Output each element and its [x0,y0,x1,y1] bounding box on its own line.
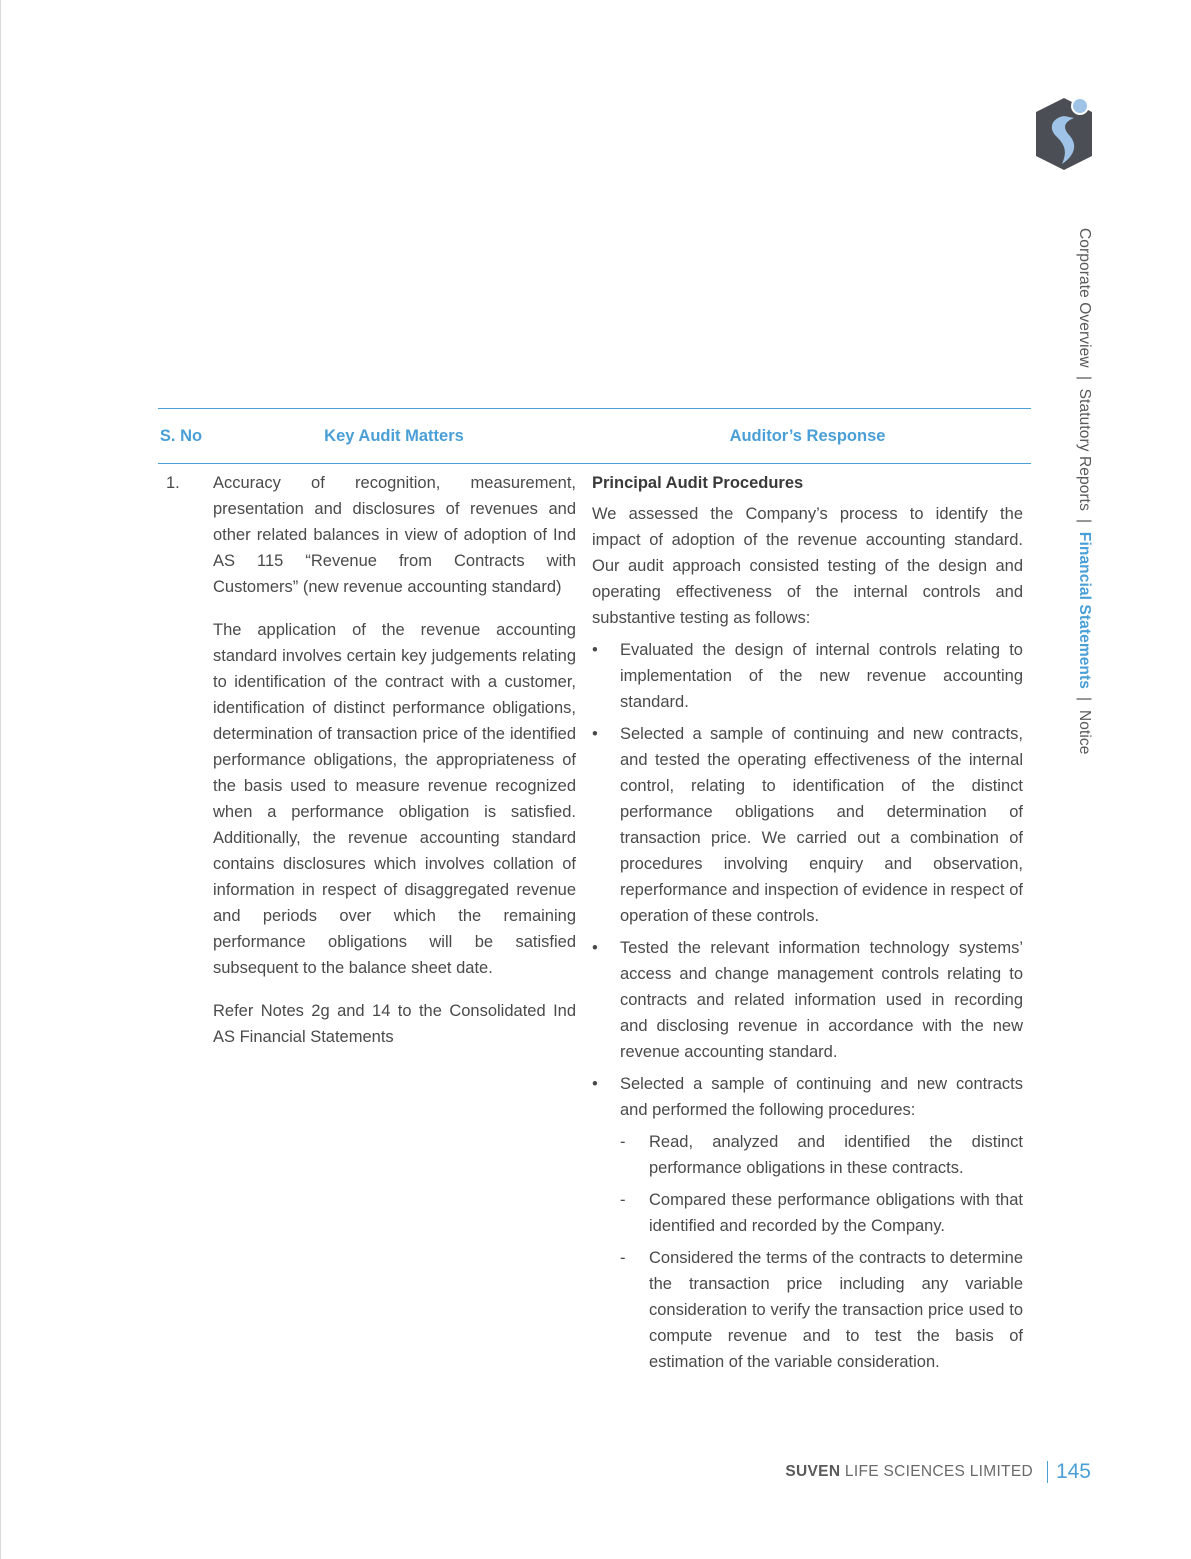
list-item [592,935,1023,1065]
footer-divider [1047,1461,1048,1483]
list-item-text: Evaluated the design of internal controls relating to implementation of the new revenue accounting standard. [620,641,1023,711]
dash-icon: - [620,1249,626,1267]
dash-icon: - [620,1133,626,1151]
section-navigation [1073,228,1095,755]
response-intro: We assessed the Company’s process to identify the impact of adoption of the revenue accounting standard. Our audit approach consisted testing of the design and operating effectiveness of the internal controls and substantive testing as follows: [592,505,1023,627]
list-item [592,1071,1023,1375]
list-item-text: Selected a sample of continuing and new contracts, and tested the operating effectiveness of the internal control, relating to identification of the distinct performance obligations and determination of transaction price. We carried out a combination of procedures involving enquiry and observation, reperformance and inspection of evidence in respect of operation of these controls. [620,725,1023,925]
table-header-row [158,409,1031,464]
nav-corporate-overview[interactable]: Corporate Overview [1076,228,1093,368]
company-name [785,1463,1033,1481]
page-number: 145 [1055,1460,1091,1483]
list-item-text: Tested the relevant information technology systems’ access and change management controls relating to contracts and related information used in recording and disclosing revenue in accordance with the new revenue accounting standard. [620,939,1023,1061]
header-sno: S. No [158,409,204,464]
list-item [592,721,1023,929]
kam-paragraph: Accuracy of recognition, measurement, presentation and disclosures of revenues and other related balances in view of adoption of Ind AS 115 “Revenue from Contracts with Customers” (new revenue accounting standard) [213,474,576,596]
list-item-text: Selected a sample of continuing and new contracts and performed the following procedures: [620,1075,1023,1119]
key-audit-matter-cell [204,464,584,1383]
bullet-icon: • [592,641,598,659]
auditor-response-cell [584,464,1031,1383]
sub-list-item [620,1245,1023,1375]
procedure-list [592,637,1023,1375]
table-row [158,464,1031,1383]
sub-list-item-text: Compared these performance obligations with that identified and recorded by the Company. [649,1191,1023,1235]
page-footer [785,1460,1091,1484]
kam-paragraph: Refer Notes 2g and 14 to the Consolidated Ind AS Financial Statements [213,1002,576,1046]
row-sno: 1. [166,474,180,492]
sub-list-item-text: Considered the terms of the contracts to determine the transaction price including any variable consideration to verify the transaction price used to compute revenue and to test the basis of estimation of the variable consideration. [649,1249,1023,1371]
key-audit-matters-table [158,408,1031,1382]
header-auditors-response: Auditor’s Response [584,409,1031,464]
nav-separator: | [1076,376,1093,381]
kam-paragraph: The application of the revenue accounting standard involves certain key judgements relating to identification of the contract with a customer, identification of distinct performance obligations, determination of transaction price of the identified performance obligations, the appropriateness of the basis used to measure revenue recognized when a performance obligation is satisfied. Additionally, the revenue accounting standard contains disclosures which involves collation of information in respect of disaggregated revenue and periods over which the remaining performance obligations will be satisfied subsequent to the balance sheet date. [213,621,576,977]
header-key-audit-matters: Key Audit Matters [204,409,584,464]
bullet-icon: • [592,1075,598,1093]
suven-logo-icon [1034,94,1094,174]
sub-list-item-text: Read, analyzed and identified the distinct performance obligations in these contracts. [649,1133,1023,1177]
company-name-rest: LIFE SCIENCES LIMITED [840,1463,1033,1480]
nav-separator: | [1076,697,1093,702]
nav-notice[interactable]: Notice [1076,709,1093,755]
company-name-bold: SUVEN [785,1463,841,1480]
page-edge-rule [0,0,1,1559]
nav-separator: | [1076,519,1093,524]
response-heading: Principal Audit Procedures [592,474,804,492]
sub-list-item [620,1187,1023,1239]
sub-procedure-list [620,1129,1023,1375]
bullet-icon: • [592,939,598,957]
dash-icon: - [620,1191,626,1209]
nav-statutory-reports[interactable]: Statutory Reports [1076,388,1093,511]
nav-financial-statements[interactable]: Financial Statements [1076,531,1093,689]
bullet-icon: • [592,725,598,743]
list-item [592,637,1023,715]
sub-list-item [620,1129,1023,1181]
